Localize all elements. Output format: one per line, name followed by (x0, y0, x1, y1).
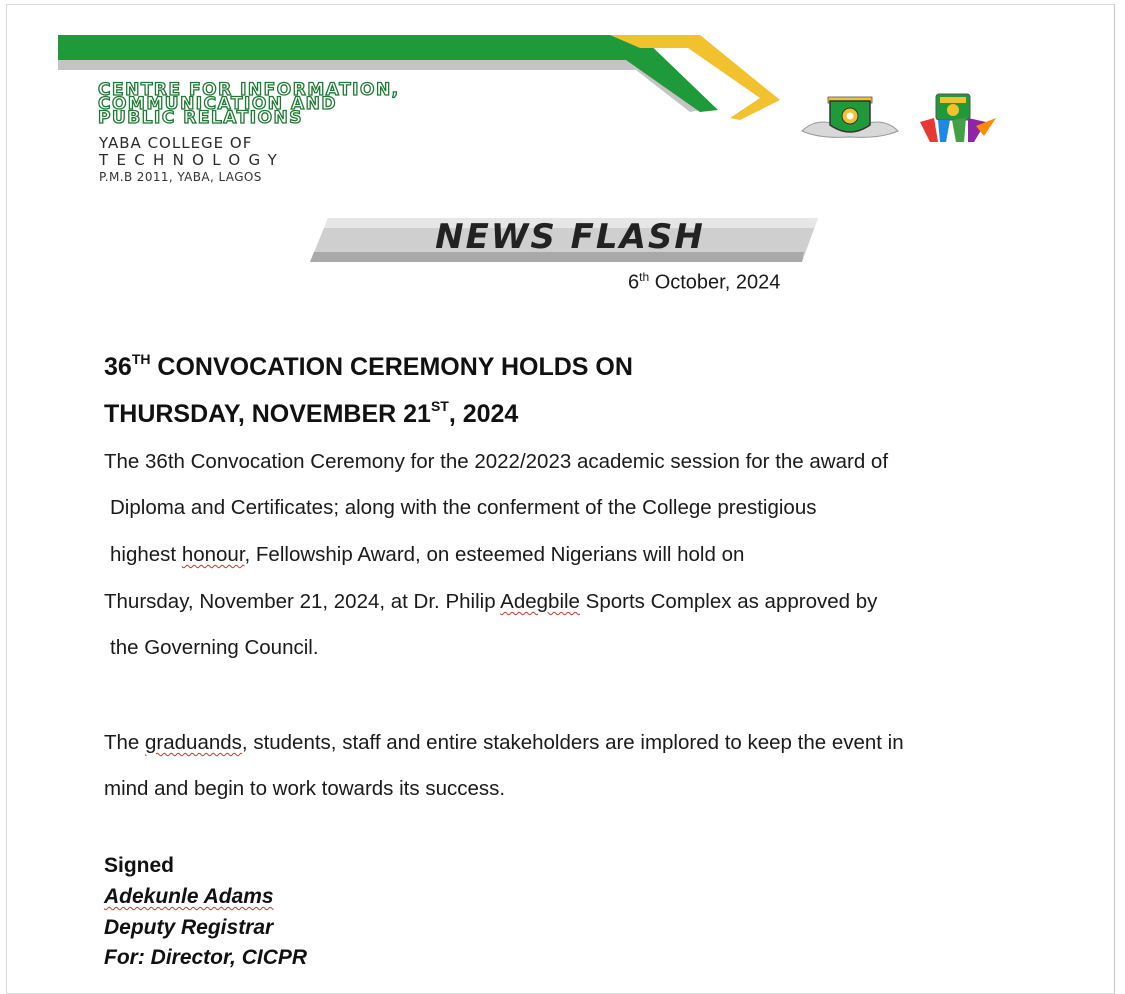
body-p1-line5: the Governing Council. (110, 636, 319, 659)
org-name: CENTRE FOR INFORMATION, COMMUNICATION AND PUBLIC RELATIONS (98, 80, 400, 128)
college-line2: TECHNOLOGY (99, 151, 286, 169)
headline-sup2: ST (430, 398, 449, 414)
signatory-name-text: Adekunle Adams (104, 885, 274, 908)
date-suffix: th (639, 270, 650, 284)
body-p2-line2: mind and begin to work towards its success. (104, 777, 506, 800)
signatory-title: Deputy Registrar (104, 916, 274, 939)
body-p1-line3 (110, 543, 744, 567)
signatory-name (104, 885, 274, 909)
date-day: 6 (628, 271, 640, 294)
spellcheck-word: Adegbile (500, 590, 580, 613)
spellcheck-word: graduands (145, 731, 242, 754)
signed-label: Signed (104, 854, 175, 877)
text-segment: , Fellowship Award, on esteemed Nigerians will hold on (244, 543, 745, 566)
text-segment: , students, staff and entire stakeholders are implored to keep the event in (241, 731, 904, 754)
spellcheck-word: honour (181, 543, 245, 566)
news-flash-title: NEWS FLASH (435, 217, 705, 257)
headline-num: 36 (104, 353, 132, 381)
body-p1-line2: Diploma and Certificates; along with the conferment of the College prestigious (110, 496, 817, 519)
headline-text1: CONVOCATION CEREMONY HOLDS ON (150, 353, 633, 381)
date-rest: October, 2024 (649, 271, 781, 294)
body-p2-line1 (104, 731, 904, 755)
headline-sup1: TH (131, 351, 151, 367)
college-line1: YABA COLLEGE OF (99, 134, 253, 152)
college-address: P.M.B 2011, YABA, LAGOS (99, 170, 262, 184)
text-segment: Sports Complex as approved by (579, 590, 878, 613)
headline-text3: , 2024 (448, 400, 519, 428)
headline-line2 (104, 387, 633, 434)
headline-text2: THURSDAY, NOVEMBER 21 (104, 400, 431, 428)
issue-date (628, 270, 780, 295)
text-segment: highest (110, 543, 182, 566)
body-p1-line4 (104, 590, 877, 614)
body-p1-line1: The 36th Convocation Ceremony for the 2022/2023 academic session for the award of (104, 450, 889, 473)
headline (104, 340, 633, 434)
college-emblem-icon (914, 92, 1004, 148)
signatory-for: For: Director, CICPR (104, 946, 308, 969)
text-segment: Thursday, November 21, 2024, at Dr. Philip (104, 590, 501, 613)
text-segment: The (104, 731, 146, 754)
headline-line1 (104, 340, 633, 387)
college-block (99, 135, 285, 186)
college-crest-icon (800, 93, 900, 145)
